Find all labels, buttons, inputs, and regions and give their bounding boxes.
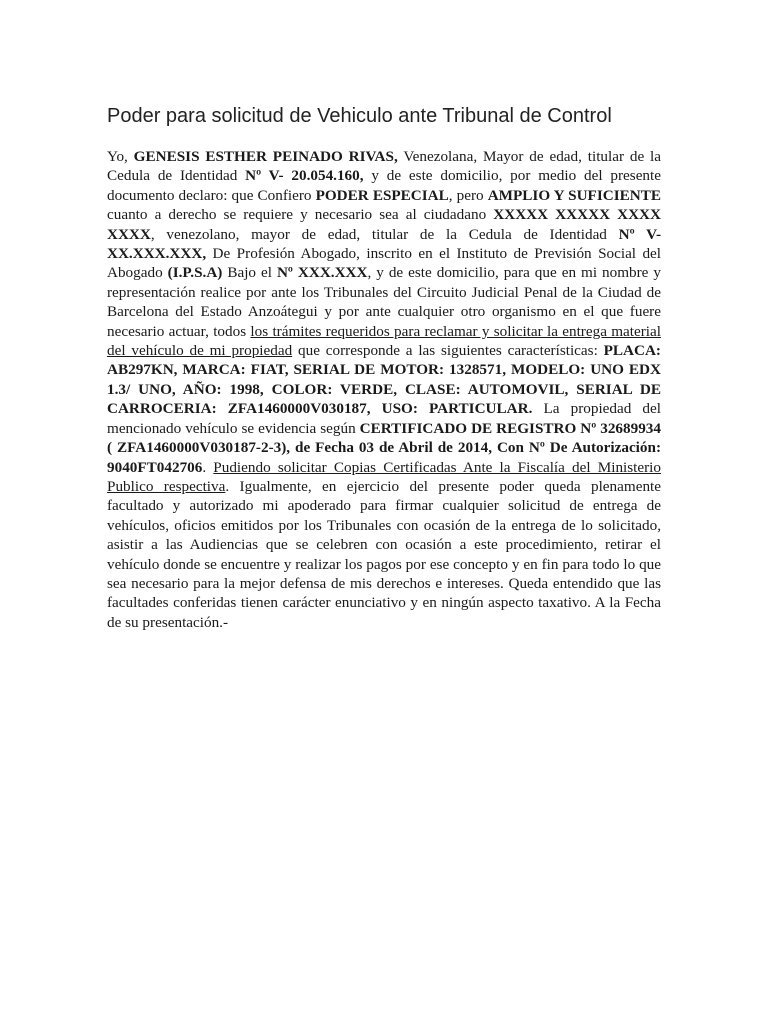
certified-copies-underlined: Pudiendo solicitar Copias Certificadas Ante la Fiscalía del Ministerio Publico respectiva [107, 458, 661, 495]
attorney-name: XXXXX XXXXX XXXX XXXX [107, 206, 661, 243]
text-segment: que corresponde a las siguientes características: [292, 342, 604, 360]
text-segment: Venezolana, Mayor de edad, titular de la Cedula de Identidad [107, 148, 661, 185]
power-scope: AMPLIO Y SUFICIENTE [487, 186, 661, 204]
grantor-name: GENESIS ESTHER PEINADO RIVAS, [133, 148, 398, 165]
text-segment: Bajo el [222, 264, 277, 282]
document-title: Poder para solicitud de Vehiculo ante Tribunal de Control [107, 105, 612, 127]
text-segment: cuanto a derecho se requiere y necesario sea al ciudadano [107, 206, 494, 224]
text-segment: . Igualmente, en ejercicio del presente poder queda plenamente facultado y autorizado mi apoderado para firmar cualquier solicitud de entrega de vehículos, oficios emitidos por los Tribunales con ocasión de la entrega de lo solicitado, asistir a las Audiencias que se celebren con ocasión a este procedimiento, retirar el vehículo donde se encuentre y realizar los pagos por ese concepto y en fin para todo lo que sea necesario para la mejor defensa de mis derechos e intereses. Queda entendido que las facultades conferidas tienen carácter enunciativo y en ningún aspecto taxativo. A la Fecha de su presentación.- [107, 477, 661, 631]
registration-certificate: CERTIFICADO DE REGISTRO Nº 32689934 ( ZFA1460000V030187-2-3), de Fecha 03 de Abril de 2014, Con Nº De Autorización: 9040FT042706 [107, 419, 661, 476]
text-segment: . [202, 458, 214, 476]
grantor-id-number: Nº V- 20.054.160, [245, 167, 364, 185]
text-segment: La propiedad del mencionado vehículo se evidencia según [107, 400, 661, 437]
document-body [107, 147, 661, 632]
text-segment: Yo, [107, 148, 134, 165]
text-segment: De Profesión Abogado, inscrito en el Instituto de Previsión Social del Abogado [107, 245, 661, 282]
vehicle-characteristics: PLACA: AB297KN, MARCA: FIAT, SERIAL DE MOTOR: 1328571, MODELO: UNO EDX 1.3/ UNO, AÑO: 1998, COLOR: VERDE, CLASE: AUTOMOVIL, SERIAL DE CARROCERIA: ZFA1460000V030187, USO: PARTICULAR. [107, 342, 661, 418]
ipsa-number: Nº XXX.XXX [276, 264, 368, 282]
text-segment: , pero [448, 186, 488, 204]
power-type: PODER ESPECIAL [315, 186, 449, 204]
text-segment: , venezolano, mayor de edad, titular de la Cedula de Identidad [150, 225, 619, 243]
text-segment: y de este domicilio, por medio del presente documento declaro: que Confiero [107, 167, 661, 204]
ipsa-acronym: (I.P.S.A) [167, 264, 223, 282]
procedures-underlined: los trámites requeridos para reclamar y solicitar la entrega material del vehículo de mi propiedad [107, 322, 661, 360]
attorney-id-number: Nº V- XX.XXX.XXX, [107, 225, 662, 263]
text-segment: , y de este domicilio, para que en mi nombre y representación realice por ante los Tribunales del Circuito Judicial Penal de la Ciudad de Barcelona del Estado Anzoátegui y por ante cualquier otro organismo en el que fuere necesario actuar, todos [107, 264, 661, 340]
